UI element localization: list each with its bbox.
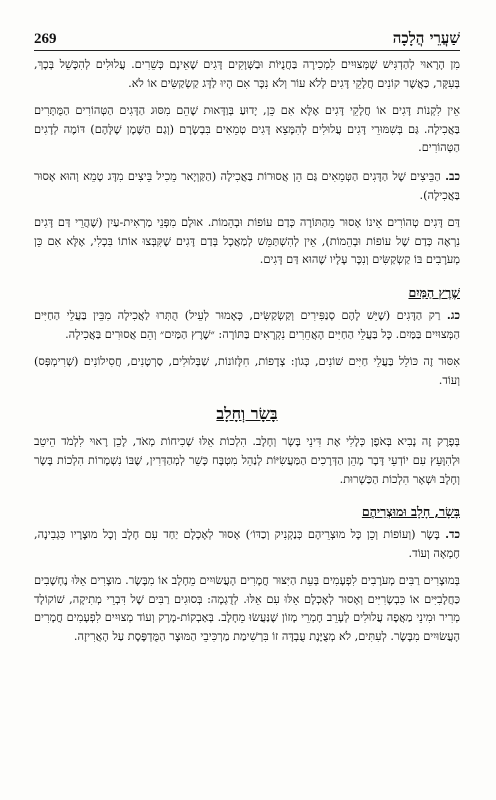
page-header — [34, 22, 460, 51]
page-number: 269 — [34, 31, 57, 47]
paragraph-1: מִן הָרָאוּי לְהַדְגִּישׁ שֶׁמְּצוּיִים לִמְכִירָה בַּחֲנֻיּוֹת וּבַשְּׁוָקִים דָּגִים שֶׁאֵינָם כְּשֵׁרִים. עֲלוּלִים לְהִכָּשֵׁל בְּכָךְ, בְּעִקָּר, כַּאֲשֶׁר קוֹנִים חֲלָקֵי דָּגִים לְלֹא עוֹר וְלֹא נִכָּר אִם הָיוּ לַדָּג קַשְׂקַשִּׂים אוֹ לֹא. — [34, 58, 460, 90]
paragraph-text: הַבֵּיצִים שֶׁל הַדָּגִים הַטְּמֵאִים גַּם הֵן אֲסוּרוֹת בַּאֲכִילָה (הַקַּוְיָאר מֵכִיל בֵּיצִים מִדָּג טָמֵא וְהוּא אָסוּר בַּאֲכִילָה). — [34, 169, 460, 202]
paragraph-kg — [34, 306, 460, 344]
running-title: שַׁעֲרֵי הֲלָכָה — [392, 29, 460, 47]
paragraph-number: כב. — [445, 168, 460, 183]
page-body — [34, 56, 460, 792]
paragraph-kb — [34, 167, 460, 205]
paragraph-text: בָּשָׂר (וְעוֹפוֹת וְכֵן כָּל מוּצְרֵיהֶם כְּנַקְנִיק וְכַדּוֹ׳) אָסוּר לְאָכְלָם יַחַד עִם חָלָב וְכָל מוּצָרָיו כִּגְבִינָה, חֶמְאָה וְעוֹד. — [34, 528, 460, 560]
paragraph-2: אֵין לִקְנוֹת דָּגִים אוֹ חֲלָקֵי דָּגִים אֶלָּא אִם כֵּן, יָדוּעַ בְּוַדָּאוּת שֶׁהֵם מִסּוּג הַדָּגִים הַטְּהוֹרִים הַמֻּתָּרִים בַּאֲכִילָה. גַּם בְּשִׁמּוּרֵי דָּגִים עֲלוּלִים לְהִמָּצֵא דָּגִים טְמֵאִים בִּבְשָׂרָם (וְגַם הַשֶּׁמֶן שֶׁלָּהֶם) דּוֹמֶה לְדָגִים הַטְּהוֹרִים. — [34, 104, 460, 155]
paragraph-9: בְּמוּצָרִים רַבִּים מְעֹרָבִים לִפְעָמִים בְּעֵת הַיִּצּוּר חֳמָרִים הָעֲשׂוּיִים מֵחָלָב אוֹ מִבָּשָׂר. מוּצָרִים אֵלּוּ נֶחְשָׁבִים כַּחֲלָבִיִּים אוֹ כִּבְשָׂרִיִּים וְאָסוּר לְאָכְלָם אֵלּוּ עִם אֵלּוּ. לְדֻגְמָה: בְּסוּגִים רַבִּים שֶׁל דִּבְרֵי מְתִיקָה, שׁוֹקוֹלָד מְרִיר וּמִינֵי מַאֲפֶה עֲלוּלִים לְעָרֵב חָמְרֵי מָזוֹן שֶׁנַּעֲשׂוּ מֵחָלָב. בְּאַבְקוֹת-מָרָק וְעוֹד מְצוּיִים לִפְעָמִים חֳמָרִים הָעֲשׂוּיִים מִבָּשָׂר. לְעִתִּים, לֹא מְצֻיֶּנֶת עֻבְדָּה זוֹ בִּרְשִׁימַת מַרְכִּיבֵי הַמּוּצָר הַמֻּדְפֶּסֶת עַל הָאֲרִיזָה. — [34, 574, 460, 644]
section-heading-products: בָּשָׂר, חָלָב וּמוּצְרֵיהֶם — [361, 504, 460, 520]
paragraph-6: אִסּוּר זֶה כּוֹלֵל בַּעֲלֵי חַיִּים שׁוֹנִים, כְּגוֹן: צְדָפוֹת, חִלָּזוֹנוֹת, שַׁבְּלוּלִים, סַרְטָנִים, חֲסִילוֹנִים (שְׁרִימְפְּס) וְעוֹד. — [34, 355, 460, 387]
section-heading-sheretz-hamayim: שֶׁרֶץ הַמַּיִם — [408, 284, 460, 300]
paragraph-kd — [34, 525, 460, 563]
paragraph-7: בְּפֶרֶק זֶה נָבִיא בְּאֹפֶן כְּלָלִי אֶת דִּינֵי בָּשָׂר וְחָלָב. הִלְכוֹת אֵלּוּ שְׁכִיחוֹת מְאֹד, לָכֵן רָאוּי לִלְמֹד הֵיטֵב וּלְהִוָּעֵץ עִם יוֹדְעֵי דָּבָר מָהֵן הַדְּרָכִים הַמַּעֲשִׂיּוֹת לְנַהֵל מִטְבָּח כָּשֵׁר לְמְהַדְּרִין, שֶׁבּוֹ נִשְׁמָרוֹת הִלְכוֹת בָּשָׂר וְחָלָב וּשְׁאָר הִלְכוֹת הַכַּשְׁרוּת. — [34, 435, 461, 486]
paragraph-4: דַּם דָּגִים טְהוֹרִים אֵינוֹ אָסוּר מֵהַתּוֹרָה כְּדַם עוֹפוֹת וּבְהֵמוֹת. אוּלָם מִפְּנֵי מַרְאִית-עַיִן (שֶׁהֲרֵי דַּם דָּגִים נִרְאֶה כְּדַם שֶׁל עוֹפוֹת וּבְהֵמוֹת), אֵין לְהִשְׁתַּמֵּשׁ לְמַאֲכָל בְּדַם דָּגִים שֶׁקִּבְּצוּ אוֹתוֹ בִּכְלִי, אֶלָּא אִם כֵּן מְעֹרָבִים בּוֹ קַשְׂקַשִּׂים וְנִכָּר עָלָיו שֶׁהוּא דַּם דָּגִים. — [34, 216, 460, 267]
paragraph-number: כד. — [445, 527, 460, 542]
chapter-heading-basar-vechalav: בָּשָׂר וְחָלָב — [216, 404, 278, 424]
paragraph-number: כג. — [446, 307, 460, 322]
paragraph-text: רַק הַדָּגִים (שֶׁיֵּשׁ לָהֶם סְנַפִּירִים וְקַשְׂקַשִּׂים, כָּאָמוּר לְעֵיל) הֻתְּרוּ לַאֲכִילָה מִבֵּין בַּעֲלֵי הַחַיִּים הַמְּצוּיִים בַּמַּיִם. כָּל בַּעֲלֵי הַחַיִּים הָאֲחֵרִים נִקְרָאִים בַּתּוֹרָה: ״שֶׁרֶץ הַמַּיִם״ וְהֵם אֲסוּרִים בַּאֲכִילָה. — [34, 308, 460, 341]
